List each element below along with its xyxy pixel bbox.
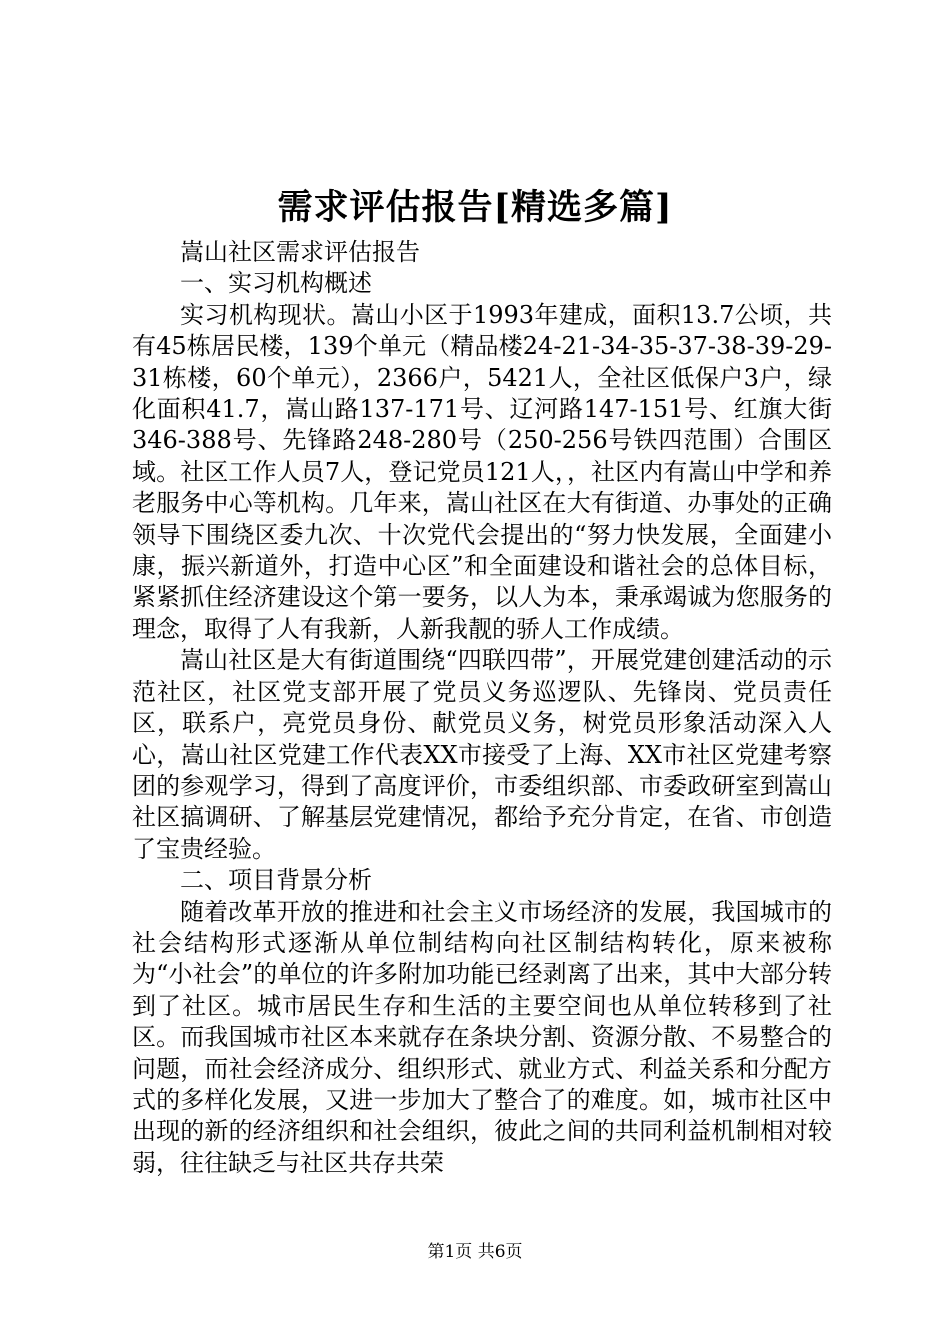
document-title: 需求评估报告[精选多篇] xyxy=(277,187,673,228)
page-footer: 第1页 共6页 xyxy=(427,1242,523,1262)
paragraph-background: 随着改革开放的推进和社会主义市场经济的发展，我国城市的社会结构形式逐渐从单位制结构向社区制结构转化，原来被称为“小社会”的单位的许多附加功能已经剥离了出来，其中大部分转到了社区。城市居民生存和生活的主要空间也从单位转移到了社区。而我国城市社区本来就存在条块分割、资源分散、不易整合的问题，而社会经济成分、组织形式、就业方式、利益关系和分配方式的多样化发展，又进一步加大了整合了的难度。如，城市社区中出现的新的经济组织和社会组织，彼此之间的共同利益机制相对较弱，往往缺乏与社区共存共荣 xyxy=(132,897,832,1177)
paragraph-party-building: 嵩山社区是大有街道围绕“四联四带”，开展党建创建活动的示范社区，社区党支部开展了党员义务巡逻队、先锋岗、党员责任区，联系户，亮党员身份、献党员义务，树党员形象活动深入人心，嵩山社区党建工作代表XX市接受了上海、XX市社区党建考察团的参观学习，得到了高度评价，市委组织部、市委政研室到嵩山社区搞调研、了解基层党建情况，都给予充分肯定，在省、市创造了宝贵经验。 xyxy=(132,646,832,863)
paragraph-report-name: 嵩山社区需求评估报告 xyxy=(180,238,420,266)
heading-section-2: 二、项目背景分析 xyxy=(180,866,372,895)
paragraph-institution-status: 实习机构现状。嵩山小区于1993年建成，面积13.7公顷，共有45栋居民楼，139个单元（精品楼24-21-34-35-37-38-39-29-31栋楼，60个单元），2366户，5421人，全社区低保户3户，绿化面积41.7，嵩山路137-171号、辽河路147-151号、红旗大街346-388号、先锋路248-280号（250-256号铁四范围）合围区域。社区工作人员7人，登记党员121人，，社区内有嵩山中学和养老服务中心等机构。几年来，嵩山社区在大有街道、办事处的正确领导下围绕区委九次、十次党代会提出的“努力快发展，全面建小康，振兴新道外，打造中心区”和全面建设和谐社会的总体目标，紧紧抓住经济建设这个第一要务，以人为本，秉承竭诚为您服务的理念，取得了人有我新，人新我靓的骄人工作成绩。 xyxy=(132,300,832,643)
document-body xyxy=(132,237,832,1179)
heading-section-1: 一、实习机构概述 xyxy=(180,269,372,298)
